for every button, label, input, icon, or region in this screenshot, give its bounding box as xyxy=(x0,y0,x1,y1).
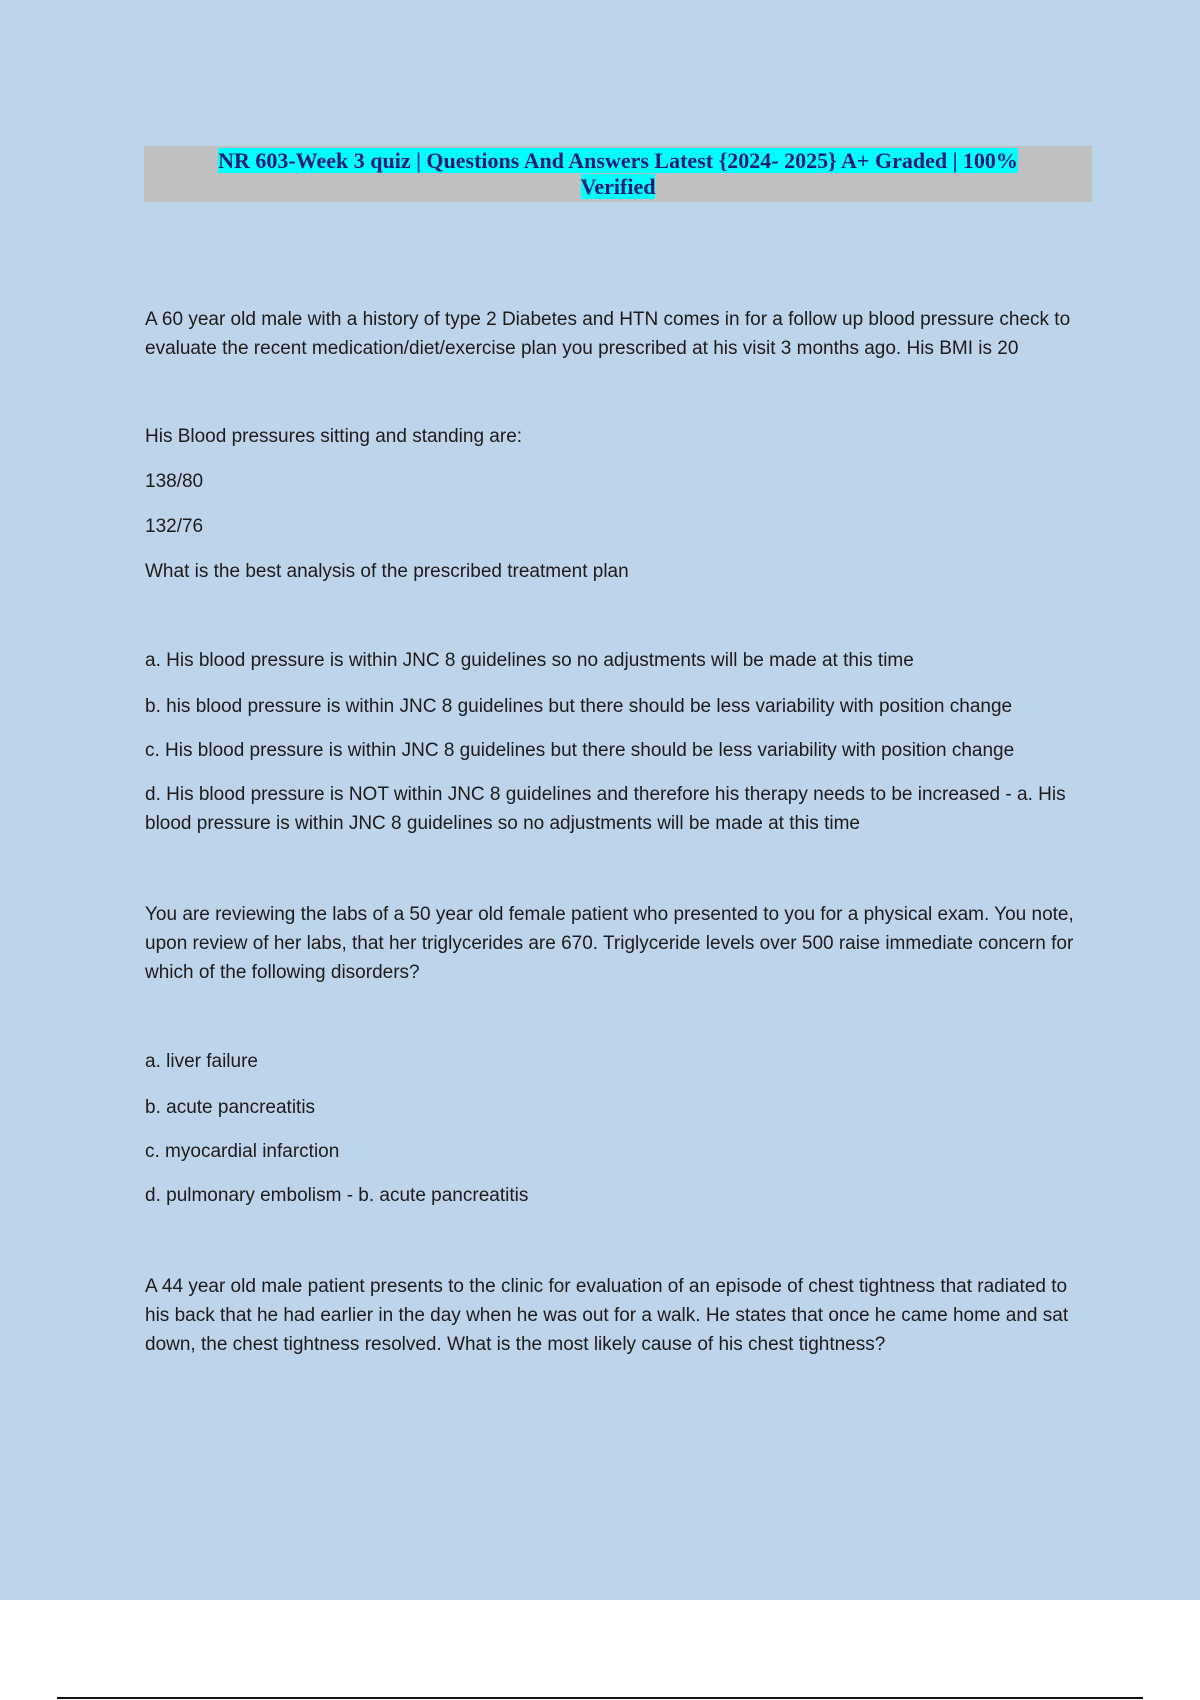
question-1-option-b: b. his blood pressure is within JNC 8 guidelines but there should be less variability with position change xyxy=(145,696,1013,717)
question-1-detail: His Blood pressures sitting and standing are: xyxy=(145,426,523,447)
question-2-option-b: b. acute pancreatitis xyxy=(145,1097,316,1118)
footer-divider xyxy=(57,1697,1143,1699)
question-1-option-a: a. His blood pressure is within JNC 8 guidelines so no adjustments will be made at this time xyxy=(145,650,914,671)
question-1-detail: 138/80 xyxy=(145,471,204,492)
document-content xyxy=(145,305,1085,1359)
question-1-option-c: c. His blood pressure is within JNC 8 guidelines but there should be less variability with position change xyxy=(145,740,1015,761)
question-1-stem: A 60 year old male with a history of type 2 Diabetes and HTN comes in for a follow up blood pressure check to evaluate the recent medication/diet/exercise plan you prescribed at his visit 3 months ago. His BMI is 20 xyxy=(145,309,1071,359)
title-line-1: NR 603-Week 3 quiz | Questions And Answers Latest {2024- 2025} A+ Graded | 100% xyxy=(218,148,1018,173)
question-2-option-d: d. pulmonary embolism - b. acute pancreatitis xyxy=(145,1185,529,1206)
question-3-stem: A 44 year old male patient presents to the clinic for evaluation of an episode of chest tightness that radiated to his back that he had earlier in the day when he was out for a walk. He states that once he came home and sat down, the chest tightness resolved. What is the most likely cause of his chest tightness? xyxy=(145,1276,1069,1355)
question-2-stem: You are reviewing the labs of a 50 year old female patient who presented to you for a physical exam. You note, upon review of her labs, that her triglycerides are 670. Triglyceride levels over 500 raise immediate concern for which of the following disorders? xyxy=(145,904,1074,983)
title-line-2: Verified xyxy=(580,174,656,199)
question-2-option-a: a. liver failure xyxy=(145,1051,258,1072)
question-2-option-c: c. myocardial infarction xyxy=(145,1141,340,1162)
document-title xyxy=(144,146,1092,202)
question-1-detail: 132/76 xyxy=(145,516,204,537)
question-1-detail: What is the best analysis of the prescribed treatment plan xyxy=(145,561,629,582)
question-1-option-d: d. His blood pressure is NOT within JNC 8 guidelines and therefore his therapy needs to be increased - a. His blood pressure is within JNC 8 guidelines so no adjustments will be made at this time xyxy=(145,784,1066,834)
